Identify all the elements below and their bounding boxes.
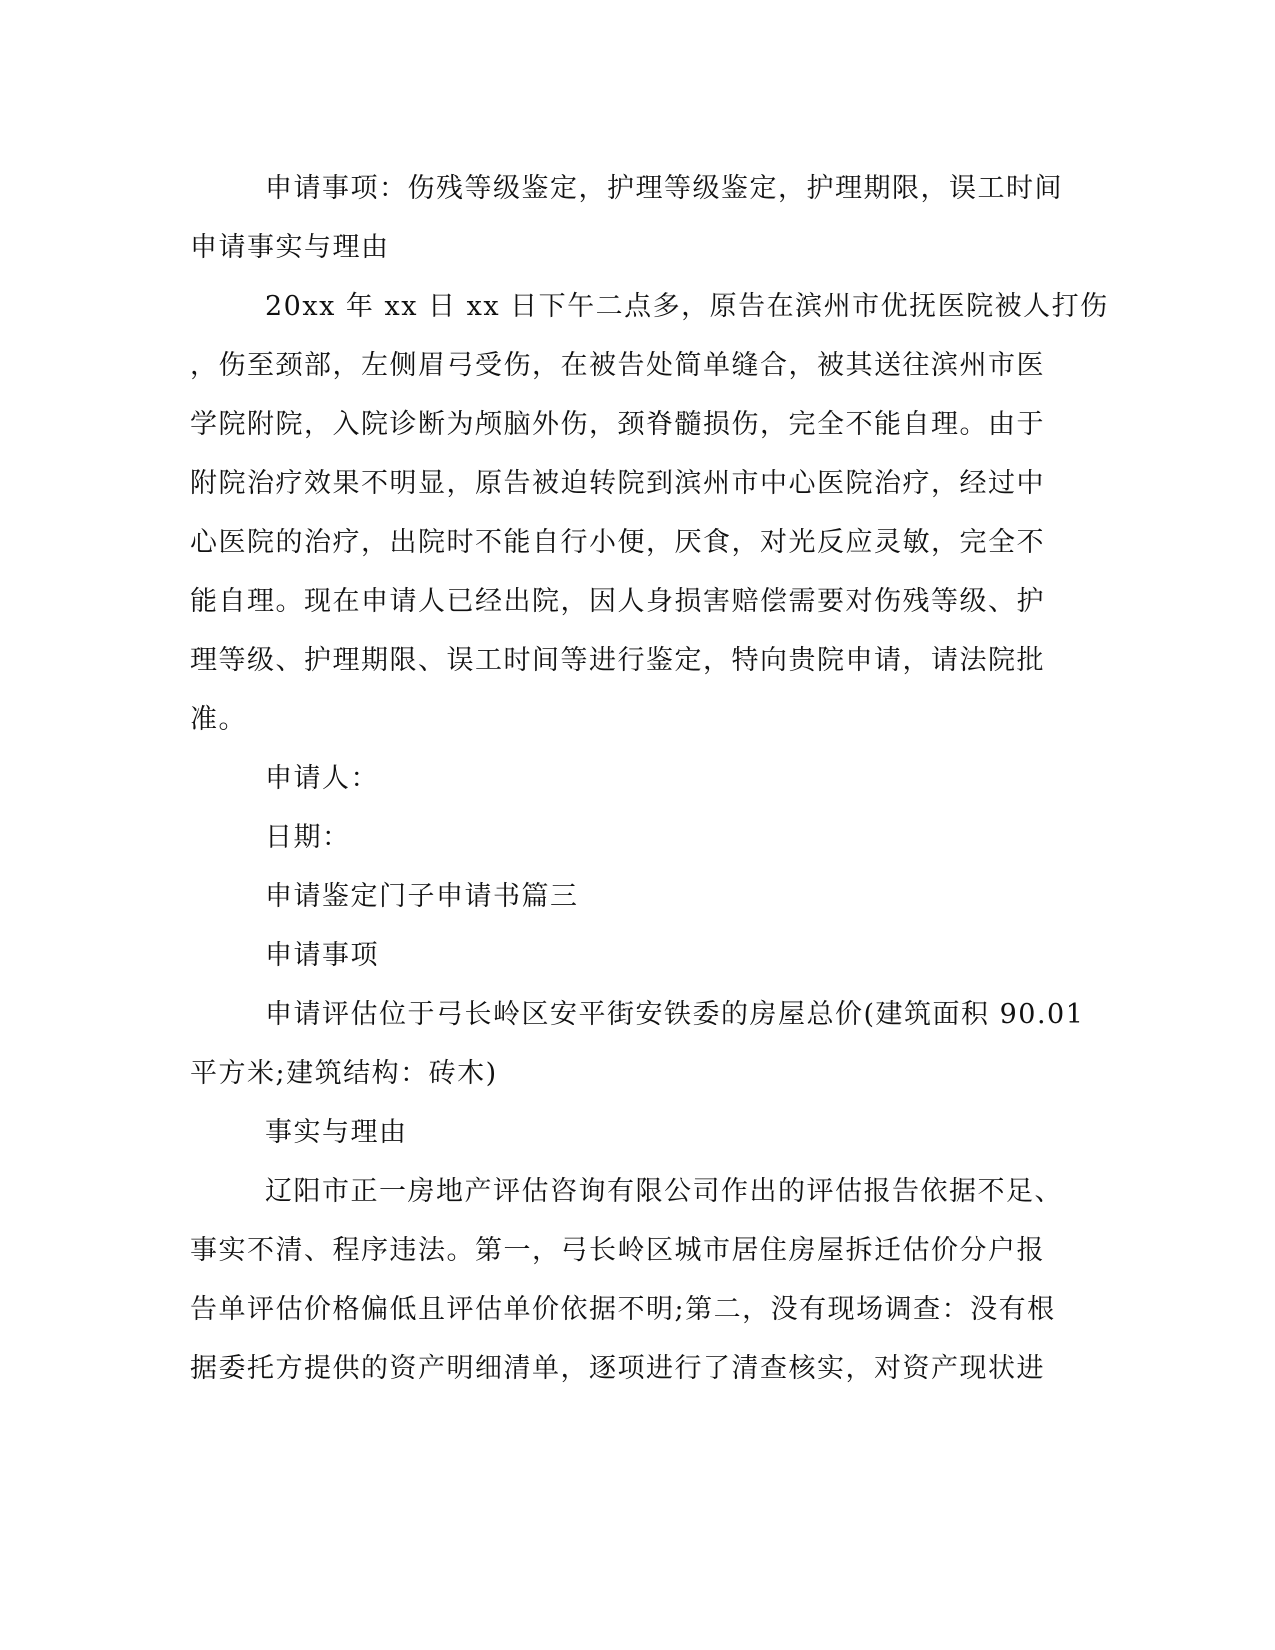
heading-application-items: 申请事项 (265, 940, 379, 971)
section-title: 申请鉴定门子申请书篇三 (265, 881, 579, 912)
paragraph-reasons-line-3: 告单评估价格偏低且评估单价依据不明;第二，没有现场调查：没有根 (190, 1294, 1056, 1325)
paragraph-facts-line-2: ，伤至颈部，左侧眉弓受伤，在被告处简单缝合，被其送往滨州市医 (190, 350, 1045, 381)
paragraph-reasons-line-1: 辽阳市正一房地产评估咨询有限公司作出的评估报告依据不足、 (265, 1176, 1063, 1207)
paragraph-reasons-line-2: 事实不清、程序违法。第一，弓长岭区城市居住房屋拆迁估价分户报 (190, 1235, 1045, 1266)
paragraph-facts-line-3: 学院附院，入院诊断为颅脑外伤，颈脊髓损伤，完全不能自理。由于 (190, 409, 1045, 440)
date-label: 日期： (265, 822, 351, 853)
heading-facts-and-reasons: 申请事实与理由 (190, 232, 390, 263)
paragraph-valuation-line-1: 申请评估位于弓长岭区安平街安铁委的房屋总价(建筑面积 90.01 (265, 999, 1085, 1030)
paragraph-facts-line-1: 20xx 年 xx 日 xx 日下午二点多，原告在滨州市优抚医院被人打伤 (265, 291, 1109, 322)
paragraph-facts-line-8: 准。 (190, 704, 247, 735)
paragraph-facts-line-4: 附院治疗效果不明显，原告被迫转院到滨州市中心医院治疗，经过中 (190, 468, 1045, 499)
paragraph-application-items: 申请事项：伤残等级鉴定，护理等级鉴定，护理期限，误工时间 (265, 173, 1063, 204)
paragraph-facts-line-5: 心医院的治疗，出院时不能自行小便，厌食，对光反应灵敏，完全不 (190, 527, 1045, 558)
paragraph-facts-line-7: 理等级、护理期限、误工时间等进行鉴定，特向贵院申请，请法院批 (190, 645, 1045, 676)
applicant-label: 申请人： (265, 763, 379, 794)
paragraph-facts-line-6: 能自理。现在申请人已经出院，因人身损害赔偿需要对伤残等级、护 (190, 586, 1045, 617)
paragraph-valuation-line-2: 平方米;建筑结构：砖木) (190, 1058, 498, 1089)
paragraph-reasons-line-4: 据委托方提供的资产明细清单，逐项进行了清查核实，对资产现状进 (190, 1353, 1045, 1384)
heading-facts-and-reasons-2: 事实与理由 (265, 1117, 408, 1148)
